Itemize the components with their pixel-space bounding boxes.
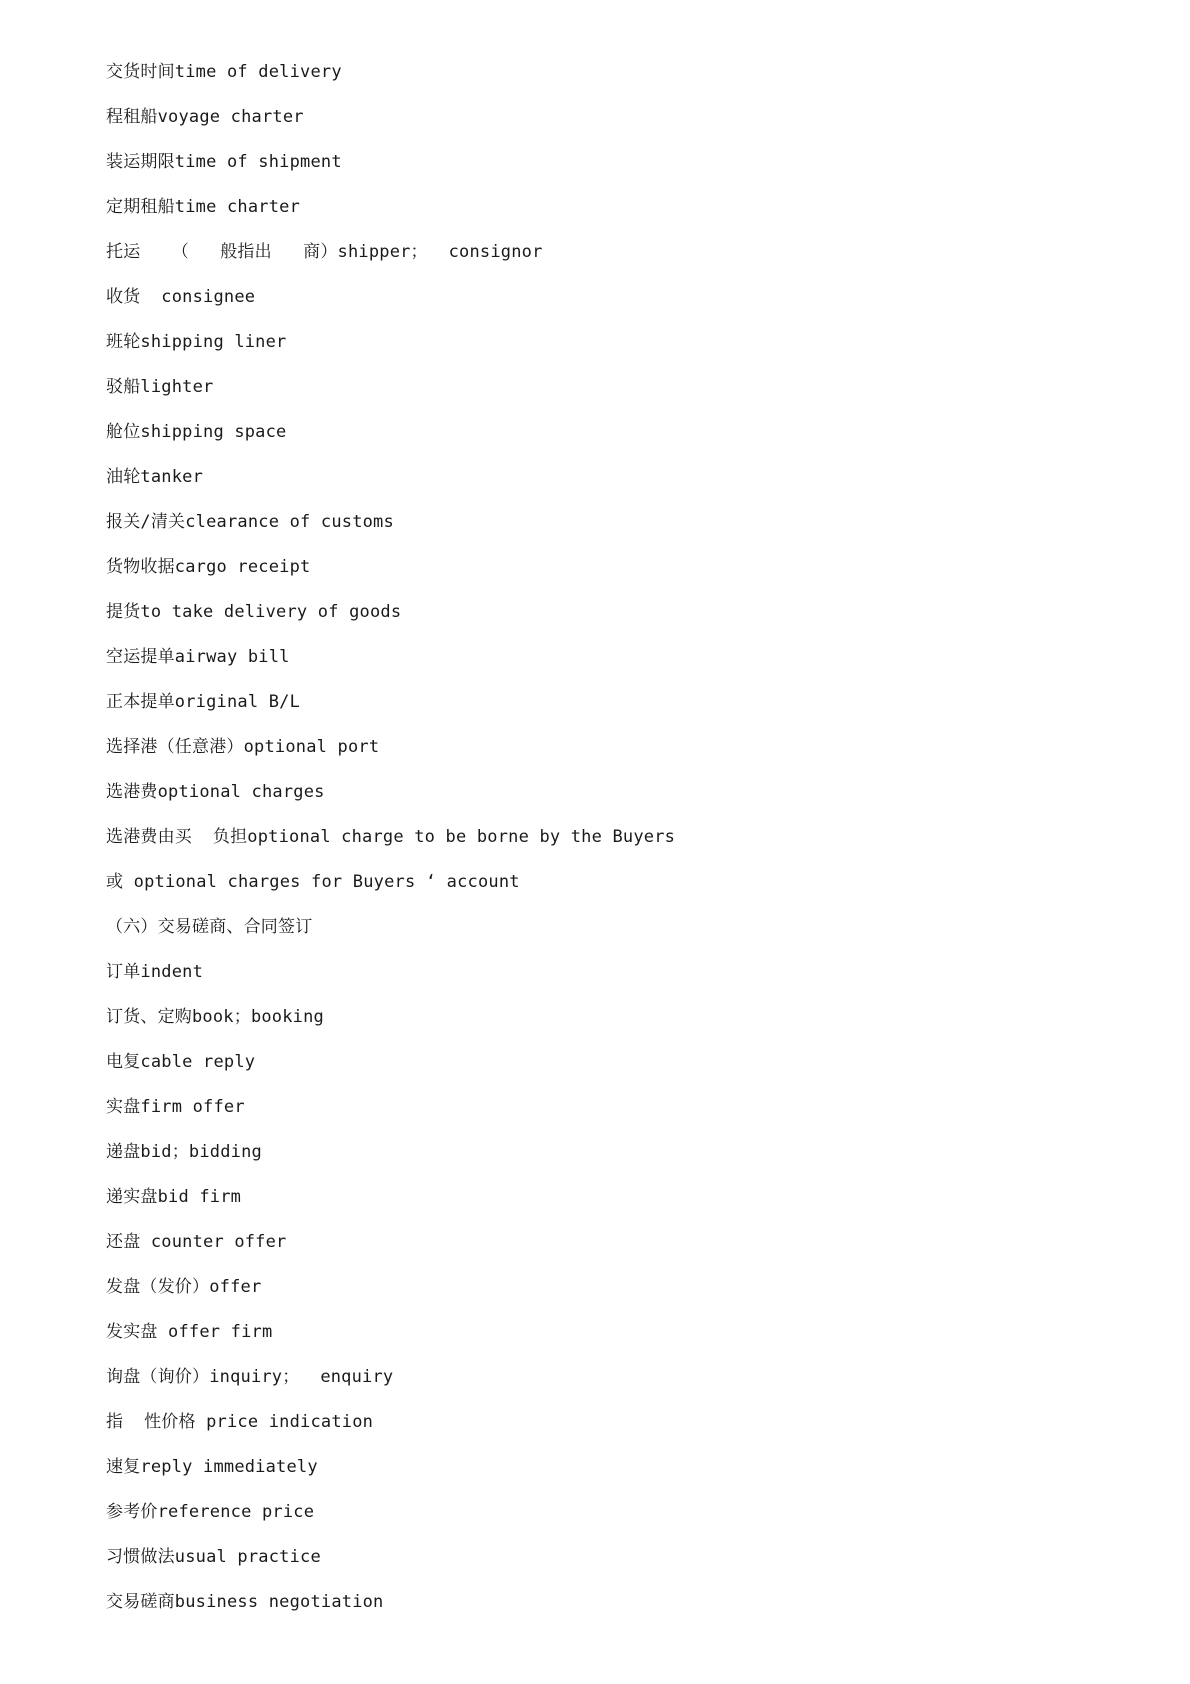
glossary-line: 发盘（发价）offer: [106, 1277, 262, 1297]
glossary-line: 实盘firm offer: [106, 1097, 245, 1117]
glossary-line: 定期租船time charter: [106, 197, 301, 217]
glossary-line: 装运期限time of shipment: [106, 152, 342, 172]
glossary-line: 询盘（询价）inquiry； enquiry: [106, 1367, 394, 1387]
glossary-line: 交易磋商business negotiation: [106, 1592, 384, 1612]
glossary-line: 订单indent: [106, 962, 204, 982]
glossary-line: 正本提单original B/L: [106, 692, 301, 712]
glossary-line: 电复cable reply: [106, 1052, 256, 1072]
glossary-line: 收货 consignee: [106, 287, 256, 307]
glossary-line: 还盘 counter offer: [106, 1232, 287, 1252]
glossary-line: 货物收据cargo receipt: [106, 557, 311, 577]
glossary-line: 订货、定购book；booking: [106, 1007, 324, 1027]
glossary-line: 选港费由买 负担optional charge to be borne by the Buyers: [106, 827, 676, 847]
glossary-line: 参考价reference price: [106, 1502, 315, 1522]
glossary-line: 驳船lighter: [106, 377, 214, 397]
glossary-line: 递盘bid；bidding: [106, 1142, 262, 1162]
glossary-line: 或 optional charges for Buyers ‘ account: [106, 872, 520, 892]
glossary-line: 报关/清关clearance of customs: [106, 512, 394, 532]
glossary-line: 指 性价格 price indication: [106, 1412, 374, 1432]
glossary-line: 速复reply immediately: [106, 1457, 318, 1477]
glossary-line: 油轮tanker: [106, 467, 204, 487]
glossary-line: 舱位shipping space: [106, 422, 287, 442]
glossary-line: 交货时间time of delivery: [106, 62, 342, 82]
glossary-line: 班轮shipping liner: [106, 332, 287, 352]
glossary-list: [106, 58, 675, 1633]
glossary-line: 程租船voyage charter: [106, 107, 304, 127]
glossary-line: 发实盘 offer firm: [106, 1322, 273, 1342]
glossary-line: 递实盘bid firm: [106, 1187, 242, 1207]
glossary-line: 提货to take delivery of goods: [106, 602, 402, 622]
section-heading: （六）交易磋商、合同签订: [106, 917, 313, 937]
glossary-line: 托运 （ 般指出 商）shipper； consignor: [106, 242, 543, 262]
glossary-line: 选择港（任意港）optional port: [106, 737, 380, 757]
glossary-line: 习惯做法usual practice: [106, 1547, 321, 1567]
glossary-line: 空运提单airway bill: [106, 647, 290, 667]
glossary-line: 选港费optional charges: [106, 782, 325, 802]
